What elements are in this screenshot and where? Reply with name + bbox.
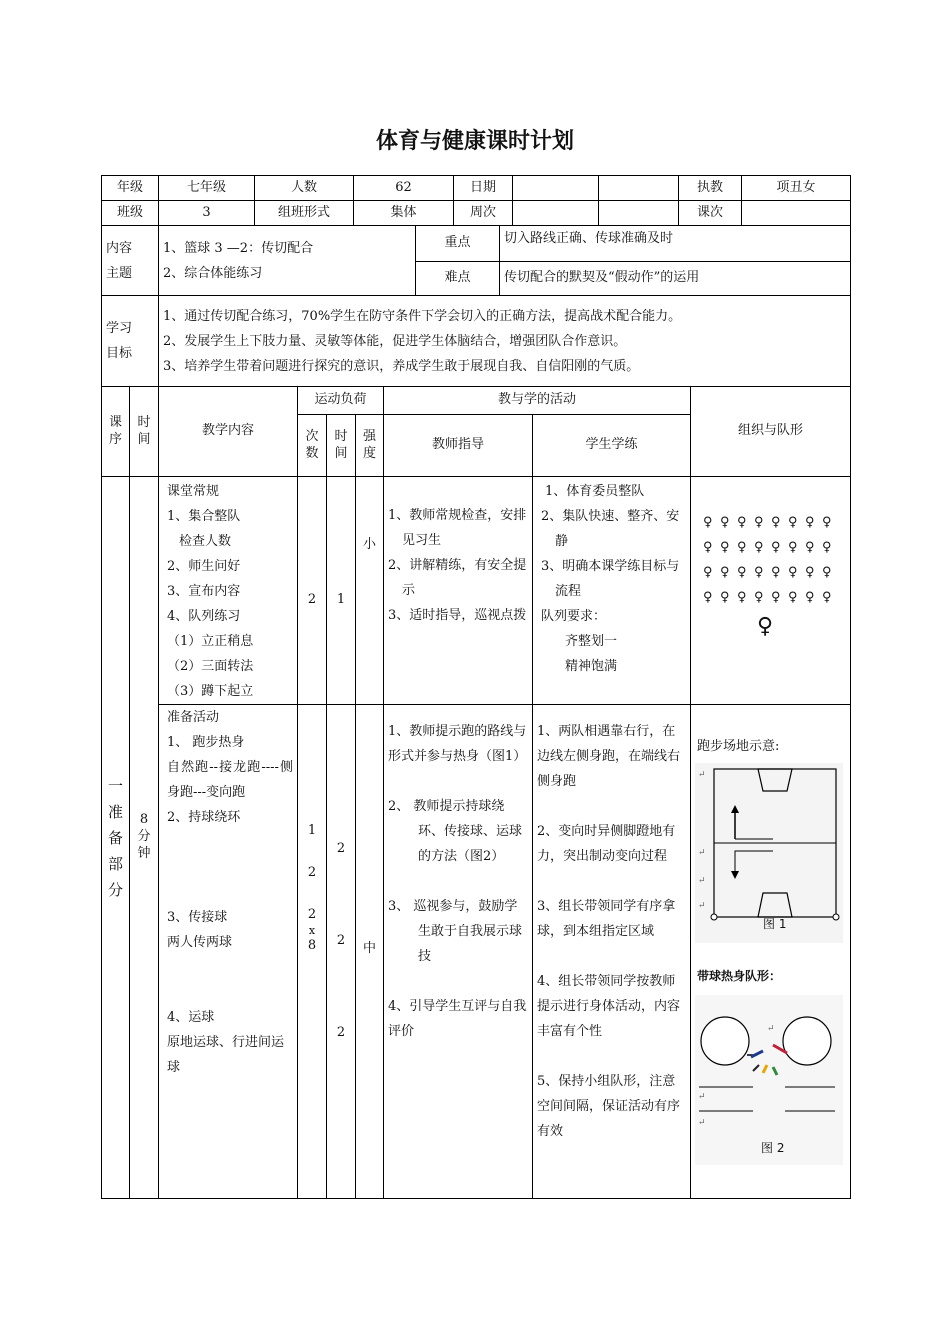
formation-grid — [691, 477, 850, 699]
header-intensity-2: 度 — [363, 445, 377, 461]
main-table — [101, 386, 851, 1199]
svg-text:↵: ↵ — [698, 876, 706, 886]
section-name-char: 准 — [107, 802, 123, 821]
hard-value: 传切配合的默契及“假动作”的运用 — [500, 262, 851, 296]
date-label: 日期 — [454, 176, 513, 200]
student-marker: ♀ — [754, 515, 764, 530]
row1-student: 齐整划一 — [565, 634, 618, 649]
row1-content: 2、师生问好 — [167, 559, 241, 574]
row2-teacher: 4、引导学生互评与自我评价 — [388, 999, 527, 1039]
row1-content: （3）蹲下起立 — [167, 684, 254, 699]
row1-teacher: 1、教师常规检查，安排见习生 — [388, 508, 527, 548]
svg-text:↵: ↵ — [698, 848, 706, 858]
student-marker: ♀ — [737, 565, 747, 580]
page-title: 体育与健康课时计划 — [375, 129, 574, 154]
student-marker: ♀ — [720, 565, 730, 580]
student-marker: ♀ — [822, 515, 832, 530]
header-student: 学生学练 — [533, 415, 691, 477]
svg-text:↵: ↵ — [698, 901, 706, 911]
row1-student: 2、集队快速、整齐、安静 — [541, 509, 680, 549]
student-marker: ♀ — [788, 590, 798, 605]
row1-student: 队列要求： — [541, 609, 607, 624]
row2-times: x — [308, 923, 316, 937]
student-marker: ♀ — [754, 565, 764, 580]
section-name-char: 一 — [107, 776, 123, 795]
content-table — [101, 225, 851, 387]
row1-student: 3、明确本课学练目标与流程 — [541, 559, 680, 599]
header-times-2: 数 — [305, 445, 319, 461]
fig2-title: 带球热身队形： — [697, 969, 782, 983]
week-label: 周次 — [454, 201, 513, 225]
goal-item: 1、通过传切配合练习，70%学生在防守条件下学会切入的正确方法，提高战术配合能力。 — [163, 308, 682, 324]
goal-item: 2、发展学生上下肢力量、灵敏等体能，促进学生体脑结合，增强团队合作意识。 — [163, 333, 627, 349]
date-extra — [599, 176, 679, 201]
student-marker: ♀ — [703, 565, 713, 580]
student-marker: ♀ — [788, 540, 798, 555]
row1-teacher: 2、讲解精练，有安全提示 — [388, 558, 527, 598]
dribble-warmup-diagram — [695, 995, 843, 1165]
section-time-char: 8 — [139, 812, 149, 828]
row2-intensity: 中 — [356, 705, 384, 1199]
content-item: 1、篮球 3 —2：传切配合 — [163, 240, 314, 256]
section-name-char: 分 — [107, 880, 123, 899]
row2-times: 2 — [307, 864, 317, 880]
teacher-value: 项丑女 — [742, 176, 851, 201]
row2-duration: 2 — [336, 841, 346, 856]
row2-teacher: 1、教师提示跑的路线与形式并参与热身（图1） — [388, 724, 527, 764]
row2-content: 3、传接球 — [167, 910, 228, 925]
header-times-1: 次 — [305, 428, 319, 444]
student-marker: ♀ — [703, 515, 713, 530]
student-marker: ♀ — [771, 515, 781, 530]
student-marker: ♀ — [822, 590, 832, 605]
student-marker: ♀ — [703, 540, 713, 555]
row2-student: 3、组长带领同学有序拿球，到本组指定区域 — [537, 899, 676, 939]
row2-student: 2、变向时异侧脚蹬地有力，突出制动变向过程 — [537, 824, 676, 864]
student-marker: ♀ — [737, 515, 747, 530]
row2-times: 2 — [307, 906, 317, 922]
row2-content: 两人传两球 — [167, 935, 233, 950]
section-name-char: 部 — [107, 854, 123, 873]
fig1-caption: 图 1 — [763, 917, 787, 931]
row2-duration: 2 — [336, 1024, 346, 1040]
header-activity: 教与学的活动 — [384, 387, 691, 415]
student-marker: ♀ — [720, 515, 730, 530]
goal-item: 3、培养学生带着问题进行探究的意识，养成学生敢于展现自我、自信阳刚的气质。 — [163, 358, 640, 374]
svg-text:↵: ↵ — [767, 1024, 775, 1034]
teacher-marker: ♀ — [757, 614, 774, 639]
student-marker: ♀ — [754, 540, 764, 555]
row1-content: （1）立正稍息 — [167, 634, 254, 649]
hard-label: 难点 — [416, 262, 500, 296]
student-marker: ♀ — [805, 540, 815, 555]
info-table — [101, 175, 851, 226]
student-marker: ♀ — [805, 590, 815, 605]
student-marker: ♀ — [788, 565, 798, 580]
class-label: 班级 — [102, 201, 159, 226]
student-marker: ♀ — [822, 565, 832, 580]
group-label: 组班形式 — [255, 201, 354, 226]
row1-content: 4、队列练习 — [167, 609, 241, 624]
teacher-label: 执教 — [679, 176, 742, 201]
row2-student: 4、组长带领同学按教师提示进行身体活动，内容丰富有个性 — [537, 974, 681, 1039]
row2-student: 1、两队相遇靠右行，在边线左侧身跑，在端线右侧身跑 — [537, 724, 681, 789]
row2-duration: 2 — [336, 932, 346, 948]
row1-content: 课堂常规 — [167, 484, 220, 499]
header-seq-2: 序 — [108, 431, 122, 447]
count-label: 人数 — [255, 176, 354, 201]
lesson-value — [742, 201, 851, 226]
row1-content: 3、宣布内容 — [167, 584, 241, 599]
row1-content: （2）三面转法 — [167, 659, 254, 674]
row1-times: 2 — [298, 477, 327, 705]
student-marker: ♀ — [771, 565, 781, 580]
week-extra — [599, 201, 679, 226]
student-marker: ♀ — [737, 590, 747, 605]
student-marker: ♀ — [788, 515, 798, 530]
fig2-caption: 图 2 — [761, 1141, 785, 1155]
row2-content: 1、 跑步热身 — [167, 735, 245, 750]
lesson-label: 课次 — [679, 201, 742, 226]
row1-intensity: 小 — [356, 477, 384, 705]
section-time-char: 分 — [137, 829, 151, 845]
row1-duration: 1 — [327, 477, 356, 705]
row2-content: 2、持球绕环 — [167, 810, 241, 825]
date-value — [513, 176, 598, 200]
row2-times: 8 — [307, 937, 317, 953]
key-value: 切入路线正确、传球准确及时 — [500, 226, 851, 262]
running-court-diagram — [695, 763, 843, 943]
row2-content: 准备活动 — [167, 710, 220, 725]
section-time-char: 钟 — [137, 845, 151, 861]
header-time-1: 时 — [137, 414, 151, 430]
header-load: 运动负荷 — [298, 387, 384, 415]
group-value: 集体 — [354, 201, 454, 226]
row1-teacher: 3、适时指导，巡视点拨 — [388, 608, 527, 623]
student-marker: ♀ — [771, 590, 781, 605]
header-duration-2: 间 — [334, 445, 348, 461]
row2-student: 5、保持小组队形，注意空间间隔，保证活动有序有效 — [537, 1074, 681, 1139]
student-marker: ♀ — [822, 540, 832, 555]
section-name-char: 备 — [107, 828, 123, 847]
header-teacher: 教师指导 — [384, 415, 533, 477]
student-marker: ♀ — [737, 540, 747, 555]
week-value — [513, 201, 598, 225]
row1-content: 检查人数 — [179, 534, 232, 549]
grade-label: 年级 — [102, 176, 159, 201]
row2-teacher: 2、 教师提示持球绕环、传接球、运球的方法（图2） — [388, 799, 523, 864]
org-caption: 跑步场地示意: — [697, 739, 780, 754]
svg-text:↵: ↵ — [698, 770, 706, 780]
row2-teacher: 3、 巡视参与，鼓励学生敢于自我展示球技 — [388, 899, 523, 964]
content-label-1: 内容 — [106, 240, 133, 256]
goals-label-2: 目标 — [106, 346, 133, 361]
header-org: 组织与队形 — [691, 387, 851, 477]
header-intensity-1: 强 — [363, 428, 377, 444]
key-label: 重点 — [416, 226, 500, 262]
header-time-2: 间 — [137, 431, 151, 447]
goals-label-1: 学习 — [106, 321, 133, 336]
header-seq-1: 课 — [108, 414, 122, 430]
content-label-2: 主题 — [106, 265, 133, 281]
content-item: 2、综合体能练习 — [163, 265, 263, 281]
class-value: 3 — [159, 201, 255, 226]
svg-text:↵: ↵ — [698, 1118, 706, 1128]
header-duration-1: 时 — [334, 428, 348, 444]
student-marker: ♀ — [805, 565, 815, 580]
count-value: 62 — [354, 176, 454, 201]
svg-text:↵: ↵ — [698, 1092, 706, 1102]
student-marker: ♀ — [771, 540, 781, 555]
student-marker: ♀ — [720, 590, 730, 605]
row1-student: 1、体育委员整队 — [545, 484, 645, 499]
header-content: 教学内容 — [159, 387, 298, 477]
student-marker: ♀ — [805, 515, 815, 530]
row2-content: 原地运球、行进间运球 — [167, 1035, 285, 1075]
student-marker: ♀ — [720, 540, 730, 555]
row1-student: 精神饱满 — [565, 659, 618, 674]
grade-value: 七年级 — [159, 176, 255, 201]
student-marker: ♀ — [703, 590, 713, 605]
row2-content: 自然跑--接龙跑----侧身跑---变向跑 — [167, 760, 293, 800]
student-marker: ♀ — [754, 590, 764, 605]
row2-times: 1 — [307, 823, 317, 838]
row1-content: 1、集合整队 — [167, 509, 241, 524]
row2-content: 4、运球 — [167, 1010, 215, 1025]
